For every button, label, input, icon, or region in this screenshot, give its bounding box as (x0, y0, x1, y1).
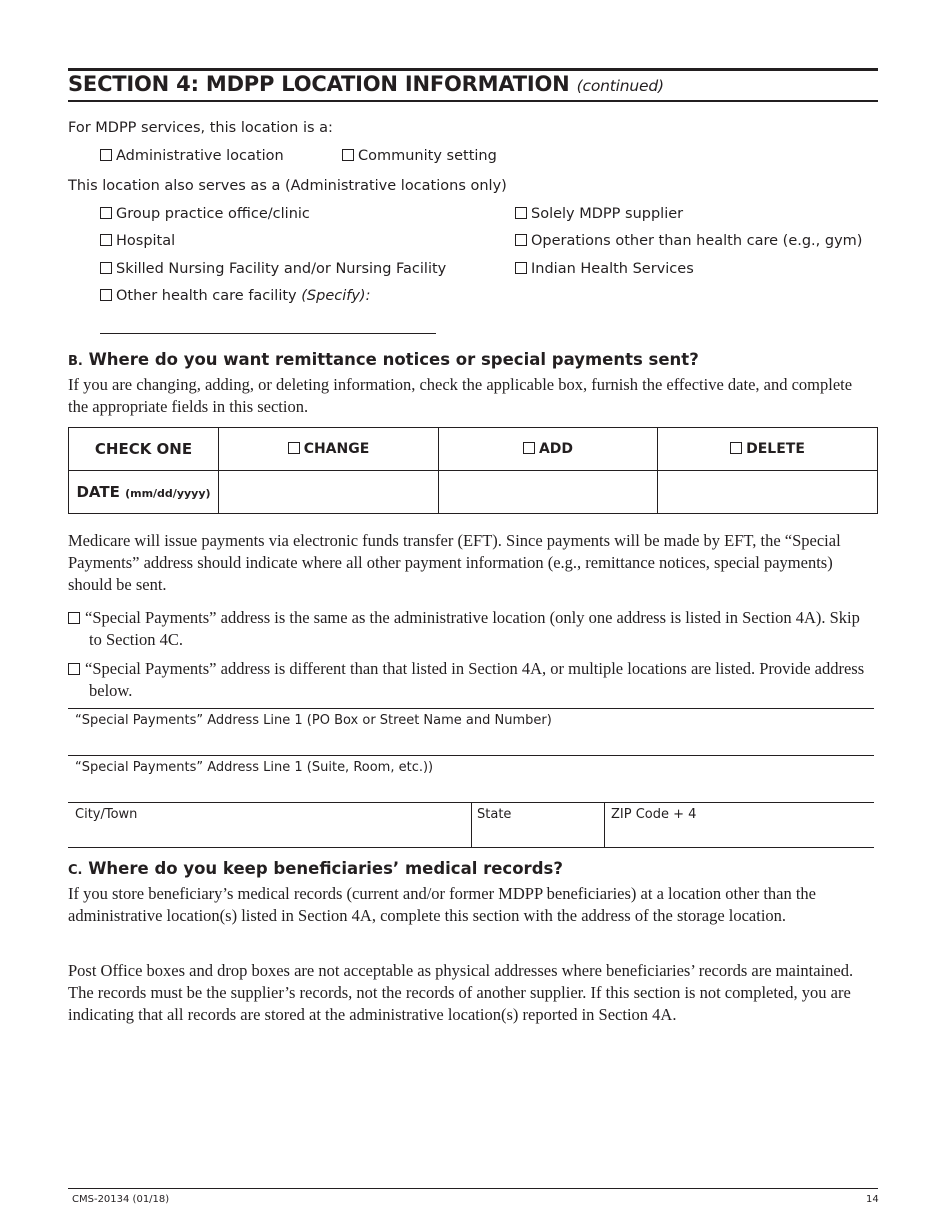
section-title (68, 72, 664, 96)
indian-health-label: Indian Health Services (531, 261, 694, 277)
footer-rule (68, 1188, 878, 1189)
same-address-label: “Special Payments” address is the same as the administrative location (only one address is listed in Section 4A). Skip to Section 4C. (85, 608, 860, 649)
part-c-letter: C. (68, 863, 83, 878)
operations-other-checkbox[interactable] (515, 234, 527, 246)
delete-label: DELETE (746, 441, 805, 457)
same-address-option[interactable] (68, 607, 868, 651)
part-b-heading-text: Where do you want remittance notices or special payments sent? (88, 350, 699, 369)
group-practice-option[interactable] (100, 206, 310, 222)
same-address-checkbox[interactable] (68, 612, 80, 624)
delete-cell[interactable] (658, 428, 878, 471)
section-title-text: SECTION 4: MDPP LOCATION INFORMATION (68, 72, 570, 96)
different-address-label: “Special Payments” address is different than that listed in Section 4A, or multiple locations are listed. Provide address below. (85, 659, 865, 700)
change-label: CHANGE (303, 441, 370, 457)
different-address-checkbox[interactable] (68, 663, 80, 675)
section-top-rule (68, 68, 878, 71)
other-facility-label: Other health care facility (116, 288, 297, 304)
zip-label: ZIP Code + 4 (611, 807, 697, 822)
community-setting-option[interactable] (342, 148, 497, 164)
delete-date-field[interactable] (658, 471, 878, 514)
add-date-field[interactable] (439, 471, 658, 514)
change-checkbox[interactable] (288, 442, 300, 454)
part-c-heading-text: Where do you keep beneficiaries’ medical records? (88, 859, 563, 878)
hospital-checkbox[interactable] (100, 234, 112, 246)
skilled-nursing-checkbox[interactable] (100, 262, 112, 274)
date-label-cell (69, 471, 219, 514)
address-line-1-label: “Special Payments” Address Line 1 (PO Box or Street Name and Number) (75, 713, 552, 728)
hospital-option[interactable] (100, 233, 175, 249)
group-practice-checkbox[interactable] (100, 207, 112, 219)
part-c-heading (68, 859, 563, 878)
solely-mdpp-label: Solely MDPP supplier (531, 206, 684, 222)
date-label: DATE (76, 483, 120, 501)
check-one-table (68, 427, 878, 514)
eft-paragraph: Medicare will issue payments via electronic funds transfer (EFT). Since payments will be made by EFT, the “Special Payments” address should indicate where all other payment information (e.g., remittance notices, special payments) should be sent. (68, 531, 841, 594)
operations-other-option[interactable] (515, 233, 862, 249)
state-field[interactable] (472, 803, 604, 847)
community-setting-label: Community setting (358, 148, 497, 164)
address-line-2-field[interactable] (68, 756, 874, 802)
check-one-label: CHECK ONE (69, 428, 219, 471)
add-label: ADD (538, 441, 574, 457)
different-address-option[interactable] (68, 658, 868, 702)
page-number: 14 (866, 1194, 879, 1205)
state-label: State (477, 807, 512, 822)
solely-mdpp-checkbox[interactable] (515, 207, 527, 219)
skilled-nursing-option[interactable] (100, 261, 446, 277)
indian-health-checkbox[interactable] (515, 262, 527, 274)
hospital-label: Hospital (116, 233, 176, 249)
change-cell[interactable] (219, 428, 439, 471)
skilled-nursing-label: Skilled Nursing Facility and/or Nursing Facility (116, 261, 447, 277)
change-date-field[interactable] (219, 471, 439, 514)
add-checkbox[interactable] (523, 442, 535, 454)
other-facility-specify: (Specify): (301, 288, 371, 304)
add-cell[interactable] (439, 428, 658, 471)
city-field[interactable] (68, 803, 471, 847)
other-facility-option[interactable] (100, 288, 370, 304)
section-bottom-rule (68, 100, 878, 102)
also-serves-prompt: This location also serves as a (Administrative locations only) (68, 178, 507, 194)
part-c-paragraph-1: If you store beneficiary’s medical records (current and/or former MDPP beneficiaries) at a location other than the administrative location(s) listed in Section 4A, complete this section with the address of the storage location. (68, 884, 817, 925)
other-facility-checkbox[interactable] (100, 289, 112, 301)
community-setting-checkbox[interactable] (342, 149, 354, 161)
solely-mdpp-option[interactable] (515, 206, 683, 222)
part-c-paragraph-2: Post Office boxes and drop boxes are not acceptable as physical addresses where beneficiaries’ records are maintained. The records must be the supplier’s records, not the records of another supplier. If this section is not completed, you are indicating that all records are stored at the administrative location(s) reported in Section 4A. (68, 961, 854, 1024)
form-id: CMS-20134 (01/18) (72, 1194, 170, 1205)
other-facility-specify-line[interactable] (100, 333, 436, 334)
part-b-instructions: If you are changing, adding, or deleting information, check the applicable box, furnish the effective date, and complete the appropriate fields in this section. (68, 375, 853, 416)
administrative-location-option[interactable] (100, 148, 284, 164)
address-line-1-field[interactable] (68, 709, 874, 755)
section-continued-label: (continued) (576, 77, 664, 95)
group-practice-label: Group practice office/clinic (116, 206, 310, 222)
delete-checkbox[interactable] (730, 442, 742, 454)
indian-health-option[interactable] (515, 261, 694, 277)
administrative-location-checkbox[interactable] (100, 149, 112, 161)
date-format: (mm/dd/yyyy) (125, 487, 211, 500)
location-type-prompt: For MDPP services, this location is a: (68, 120, 333, 136)
administrative-location-label: Administrative location (116, 148, 284, 164)
part-b-letter: B. (68, 354, 83, 369)
operations-other-label: Operations other than health care (e.g., gym) (531, 233, 863, 249)
address-bottom-rule (68, 847, 874, 848)
city-label: City/Town (75, 807, 138, 822)
part-b-heading (68, 350, 699, 369)
address-line-2-label: “Special Payments” Address Line 1 (Suite, Room, etc.)) (75, 760, 434, 775)
zip-field[interactable] (605, 803, 874, 847)
